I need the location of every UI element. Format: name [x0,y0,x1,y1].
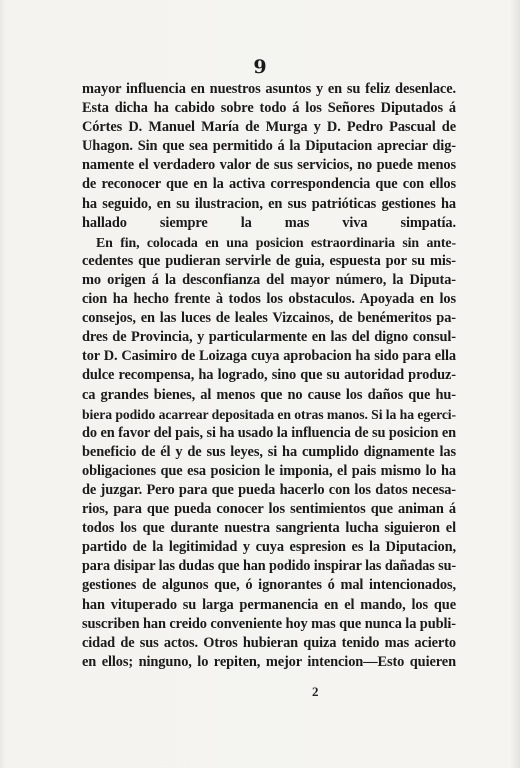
page-number: 9 [253,56,267,78]
text-line: de juzgar. Pero para que pueda hacerlo con los datos necesa- [82,481,456,498]
text-line: ca grandes bienes, al menos que no cause los daños que hu- [82,386,456,403]
text-line: consejos, en las luces de leales Vizcainos, de benémeritos pa- [82,310,456,327]
text-line: cion ha hecho frente à todos los obstaculos. Apoyada en los [82,291,456,308]
text-line: ha seguido, en su ilustracion, en sus patrióticas gestiones ha [82,195,456,212]
text-line: do en favor del pais, si ha usado la influencia de su posicion en [82,424,456,441]
text-line: mo origen á la desconfianza del mayor número, la Diputa- [82,271,456,288]
paragraph-start-line: En fin, colocada en una posicion estraordinaria sin ante- [96,234,456,250]
signature-mark: 2 [312,684,319,699]
text-line: tor D. Casimiro de Loizaga cuya aprobacion ha sido para ella [82,348,456,365]
text-line: para disipar las dudas que han podido inspirar las dañadas su- [82,558,456,575]
text-line: hallado siempre la mas viva simpatía. [82,214,456,231]
text-line: gestiones de algunos que, ó ignorantes ó mal intencionados, [82,577,456,594]
text-line: de reconocer que en la activa correspondencia que con ellos [82,176,456,193]
text-line: dres de Provincia, y particularmente en las del digno consul- [82,329,456,346]
text-line: beneficio de él y de sus leyes, si ha cumplido dignamente las [82,443,456,460]
text-line: cidad de sus actos. Otros hubieran quiza tenido mas acierto [82,634,456,651]
text-line: en ellos; ninguno, lo repiten, mejor intencion—Esto quieren [82,653,456,670]
text-line: Esta dicha ha cabido sobre todo á los Señores Diputados á [82,100,456,117]
text-line: cedentes que pudieran servirle de guia, espuesta por su mis- [82,252,456,269]
text-line: Uhagon. Sin que sea permitido á la Diputacion apreciar dig- [82,138,456,155]
text-line: obligaciones que esa posicion le imponia, el pais mismo lo ha [82,462,456,479]
text-line: Córtes D. Manuel María de Murga y D. Pedro Pascual de [82,119,456,136]
text-line: namente el verdadero valor de sus servicios, no puede menos [82,157,456,174]
text-line: suscriben han creido conveniente hoy mas que nunca la publi- [82,615,456,632]
text-line: rios, para que pueda conocer los sentimientos que animan á [82,501,456,518]
text-line: han vituperado su larga permanencia en el mando, los que [82,596,456,613]
text-line: todos los que durante nuestra sangrienta lucha siguieron el [82,520,456,537]
text-line: biera podido acarrear depositada en otras manos. Si la ha egerci- [82,406,456,422]
text-line: partido de la legitimidad y cuya espresion es la Diputacion, [82,539,456,556]
text-line: dulce recompensa, ha logrado, sino que su autoridad produz- [82,367,456,384]
text-line: mayor influencia en nuestros asuntos y en su feliz desenlace. [82,81,456,97]
body-text [82,80,456,672]
